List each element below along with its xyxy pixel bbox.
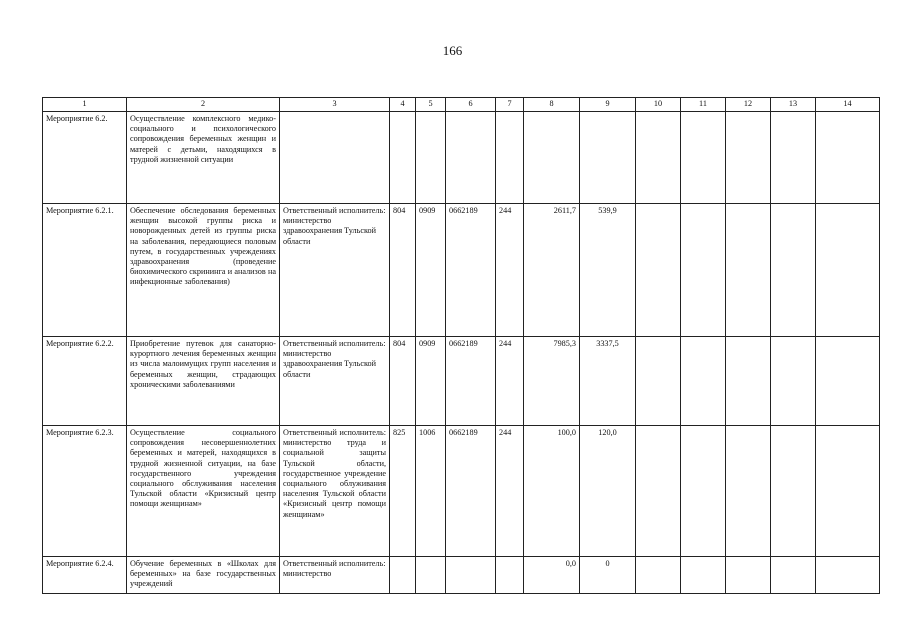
empty-cell: [636, 557, 681, 594]
empty-cell: [726, 426, 771, 557]
value-cell: 3337,5: [580, 337, 636, 426]
code-cell: [446, 112, 496, 204]
empty-cell: [681, 426, 726, 557]
value-cell: 100,0: [524, 426, 580, 557]
measure-number: Мероприятие 6.2.3.: [43, 426, 127, 557]
value-cell: 0,0: [524, 557, 580, 594]
value-cell: 120,0: [580, 426, 636, 557]
empty-cell: [816, 337, 880, 426]
code-cell: 244: [496, 337, 524, 426]
empty-cell: [726, 204, 771, 337]
code-cell: 804: [390, 337, 416, 426]
empty-cell: [816, 112, 880, 204]
code-cell: 1006: [416, 426, 446, 557]
measure-description: Осуществление социального сопровождения несовершеннолетних беременных и матерей, находящихся в трудной жизненной ситуации, на базе государственного учреждения социального обслуживания населения Тульской области «Кризисный центр помощи женщинам»: [127, 426, 280, 557]
empty-cell: [771, 204, 816, 337]
code-cell: 244: [496, 426, 524, 557]
measure-description: Осуществление комплексного медико- социального и психологического сопровождения беременных женщин и матерей с детьми, находящихся в трудной жизненной ситуации: [127, 112, 280, 204]
header-cell: 6: [446, 98, 496, 112]
responsible-executor: Ответственный исполнитель: министерство здравоохранения Тульской области: [280, 337, 390, 426]
empty-cell: [771, 426, 816, 557]
measure-description: Обеспечение обследования беременных женщин высокой группы риска и новорожденных детей из группы риска на заболевания, передающиеся половым путем, в государственных учреждениях здравоохранения (проведение биохимического скрининга и анализов на инфекционные заболевания): [127, 204, 280, 337]
measure-number: Мероприятие 6.2.1.: [43, 204, 127, 337]
table-row: [43, 337, 880, 426]
header-cell: 3: [280, 98, 390, 112]
code-cell: [390, 557, 416, 594]
responsible-executor: Ответственный исполнитель: министерство труда и социальной защиты Тульской области, государственное учреждение социального облуживания населения Тульской области «Кризисный центр помощи женщинам»: [280, 426, 390, 557]
empty-cell: [636, 112, 681, 204]
code-cell: 0662189: [446, 204, 496, 337]
empty-cell: [681, 204, 726, 337]
header-cell: 14: [816, 98, 880, 112]
empty-cell: [726, 337, 771, 426]
empty-cell: [771, 112, 816, 204]
measure-number: Мероприятие 6.2.4.: [43, 557, 127, 594]
header-cell: 10: [636, 98, 681, 112]
header-cell: 5: [416, 98, 446, 112]
header-cell: 1: [43, 98, 127, 112]
program-table: [42, 97, 880, 594]
empty-cell: [681, 112, 726, 204]
empty-cell: [681, 337, 726, 426]
header-cell: 2: [127, 98, 280, 112]
header-cell: 13: [771, 98, 816, 112]
code-cell: [390, 112, 416, 204]
page-number: 166: [442, 43, 463, 58]
responsible-executor: Ответственный исполнитель: министерство здравоохранения Тульской области: [280, 204, 390, 337]
table-row: [43, 426, 880, 557]
header-cell: 9: [580, 98, 636, 112]
header-cell: 4: [390, 98, 416, 112]
header-cell: 7: [496, 98, 524, 112]
empty-cell: [771, 337, 816, 426]
header-cell: 12: [726, 98, 771, 112]
code-cell: [496, 112, 524, 204]
empty-cell: [816, 426, 880, 557]
code-cell: [496, 557, 524, 594]
code-cell: 0662189: [446, 426, 496, 557]
responsible-executor: [280, 112, 390, 204]
header-cell: 11: [681, 98, 726, 112]
empty-cell: [681, 557, 726, 594]
measure-number: Мероприятие 6.2.: [43, 112, 127, 204]
value-cell: 7985,3: [524, 337, 580, 426]
code-cell: 0909: [416, 337, 446, 426]
header-cell: 8: [524, 98, 580, 112]
code-cell: 825: [390, 426, 416, 557]
code-cell: [416, 557, 446, 594]
value-cell: [524, 112, 580, 204]
code-cell: 0909: [416, 204, 446, 337]
measure-number: Мероприятие 6.2.2.: [43, 337, 127, 426]
measure-description: Приобретение путевок для санаторно-курортного лечения беременных женщин из числа малоимущих групп населения и беременных женщин, страдающих хроническими заболеваниями: [127, 337, 280, 426]
table-row: [43, 204, 880, 337]
code-cell: 804: [390, 204, 416, 337]
empty-cell: [726, 112, 771, 204]
code-cell: [446, 557, 496, 594]
value-cell: 2611,7: [524, 204, 580, 337]
value-cell: [580, 112, 636, 204]
empty-cell: [636, 426, 681, 557]
empty-cell: [636, 337, 681, 426]
empty-cell: [726, 557, 771, 594]
empty-cell: [816, 557, 880, 594]
value-cell: 539,9: [580, 204, 636, 337]
code-cell: [416, 112, 446, 204]
code-cell: 244: [496, 204, 524, 337]
value-cell: 0: [580, 557, 636, 594]
code-cell: 0662189: [446, 337, 496, 426]
empty-cell: [636, 204, 681, 337]
empty-cell: [771, 557, 816, 594]
table-row: [43, 557, 880, 594]
measure-description: Обучение беременных в «Школах для беременных» на базе государственных учреждений: [127, 557, 280, 594]
table-row: [43, 112, 880, 204]
empty-cell: [816, 204, 880, 337]
header-row: [43, 98, 880, 112]
responsible-executor: Ответственный исполнитель: министерство: [280, 557, 390, 594]
